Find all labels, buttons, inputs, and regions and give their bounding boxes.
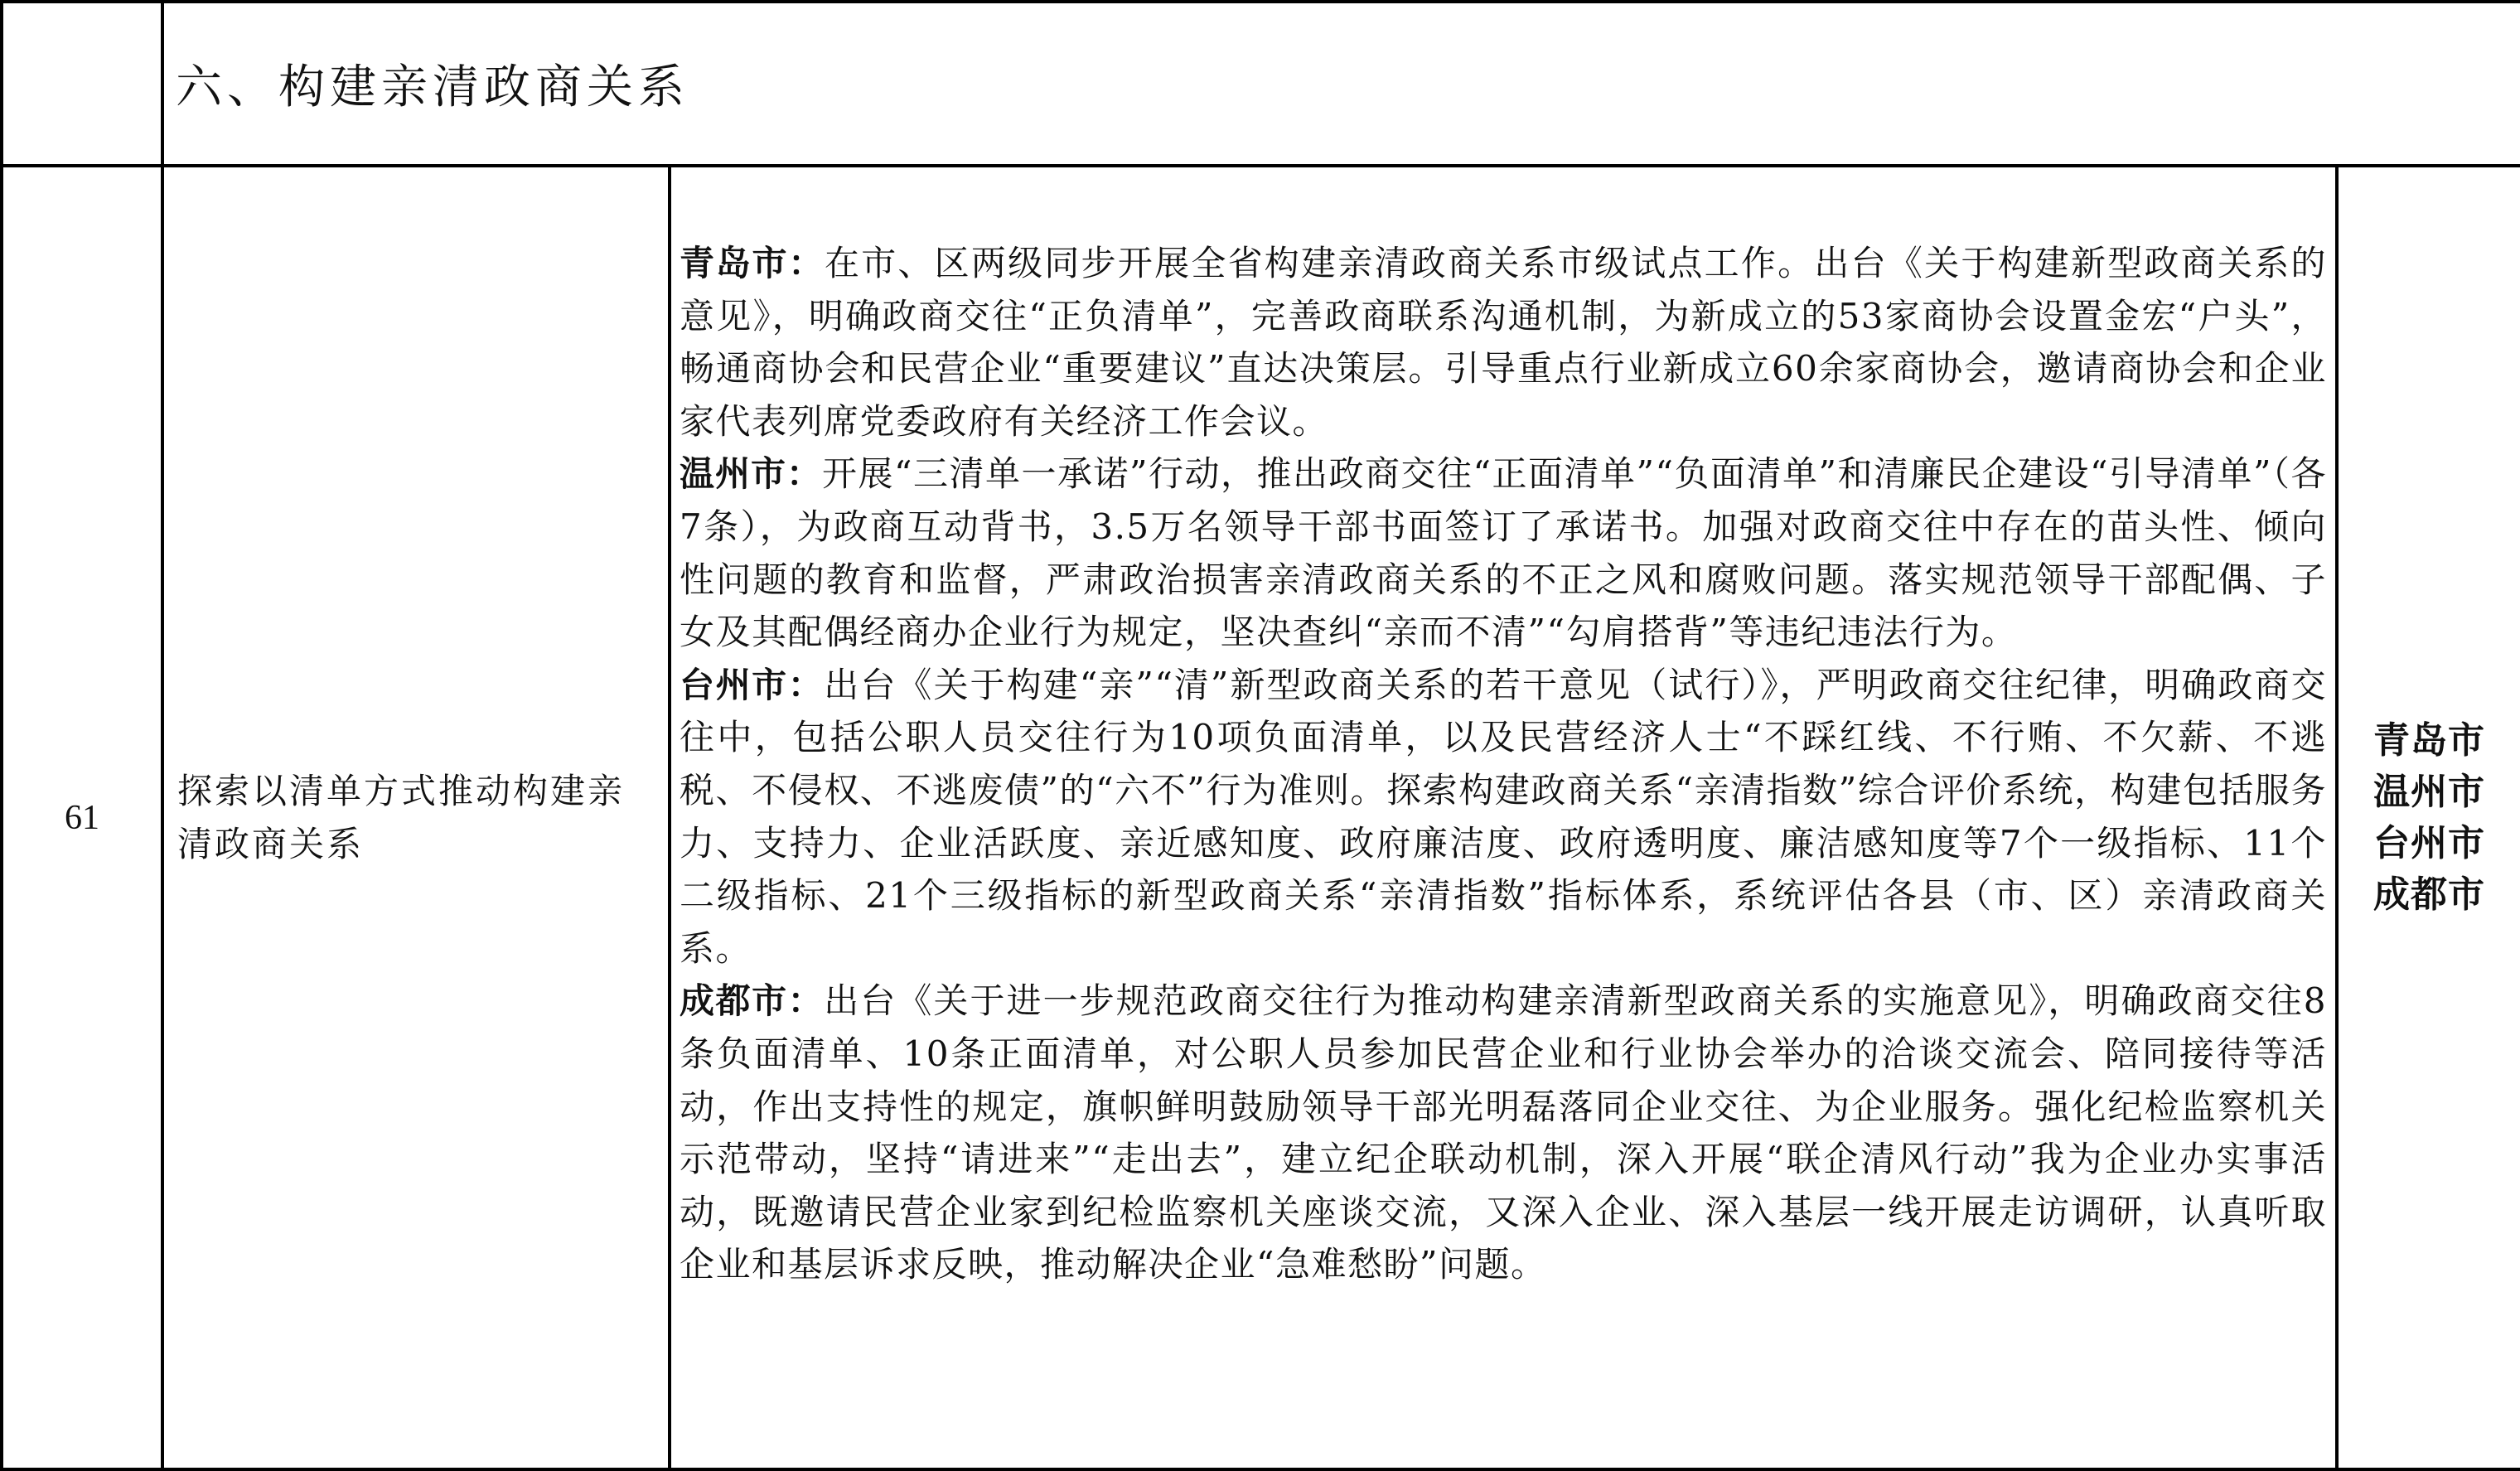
entry-qingdao (680, 237, 2327, 448)
entry-city: 温州市： (680, 453, 823, 495)
practice-content (670, 166, 2337, 1469)
entry-wenzhou (680, 448, 2327, 658)
city-name: 青岛市 (2373, 719, 2486, 762)
city-name: 温州市 (2373, 770, 2486, 813)
table-row (2, 166, 2520, 1469)
section-number-cell (2, 2, 162, 166)
entry-text: 出台《关于进一步规范政商交往行为推动构建亲清新型政商关系的实施意见》，明确政商交往8条负面清单、10条正面清单，对公职人员参加民营企业和行业协会举办的洽谈交流会、陪同接待等活动，作出支持性的规定，旗帜鲜明鼓励领导干部光明磊落同企业交往、为企业服务。强化纪检监察机关示范带动，坚持“请进来”“走出去”，建立纪企联动机制，深入开展“联企清风行动”我为企业办实事活动，既邀请民营企业家到纪检监察机关座谈交流，又深入企业、深入基层一线开展走访调研，认真听取企业和基层诉求反映，推动解决企业“急难愁盼”问题。 (680, 980, 2327, 1285)
entry-city: 台州市： (680, 664, 825, 705)
section-header-row (2, 2, 2520, 166)
entry-text: 出台《关于构建“亲”“清”新型政商关系的若干意见（试行）》，严明政商交往纪律，明确政商交往中，包括公职人员交往行为10项负面清单，以及民营经济人士“不踩红线、不行贿、不欠薪、不逃税、不侵权、不逃废债”的“六不”行为准则。探索构建政商关系“亲清指数”综合评价系统，构建包括服务力、支持力、企业活跃度、亲近感知度、政府廉洁度、政府透明度、廉洁感知度等7个一级指标、11个二级指标、21个三级指标的新型政商关系“亲清指数”指标体系，系统评估各县（市、区）亲清政商关系。 (680, 664, 2327, 969)
entry-chengdu (680, 975, 2327, 1291)
entry-city: 成都市： (680, 980, 825, 1022)
entry-text: 在市、区两级同步开展全省构建亲清政商关系市级试点工作。出台《关于构建新型政商关系的意见》，明确政商交往“正负清单”，完善政商联系沟通机制，为新成立的53家商协会设置金宏“户头”，畅通商协会和民营企业“重要建议”直达决策层。引导重点行业新成立60余家商协会，邀请商协会和企业家代表列席党委政府有关经济工作会议。 (680, 243, 2327, 442)
city-name: 成都市 (2373, 873, 2486, 916)
entry-text: 开展“三清单一承诺”行动，推出政商交往“正面清单”“负面清单”和清廉民企建设“引导清单”（各7条），为政商互动背书，3.5万名领导干部书面签订了承诺书。加强对政商交往中存在的苗头性、倾向性问题的教育和监督，严肃政治损害亲清政商关系的不正之风和腐败问题。落实规范领导干部配偶、子女及其配偶经商办企业行为规定，坚决查纠“亲而不清”“勾肩搭背”等违纪违法行为。 (680, 453, 2327, 653)
entry-taizhou (680, 659, 2327, 975)
section-title: 六、构建亲清政商关系 (162, 2, 2520, 166)
row-number: 61 (2, 166, 162, 1469)
item-title: 探索以清单方式推动构建亲清政商关系 (162, 166, 670, 1469)
city-name: 台州市 (2373, 821, 2486, 864)
cities-cell (2337, 166, 2520, 1469)
entry-city: 青岛市： (680, 243, 825, 283)
